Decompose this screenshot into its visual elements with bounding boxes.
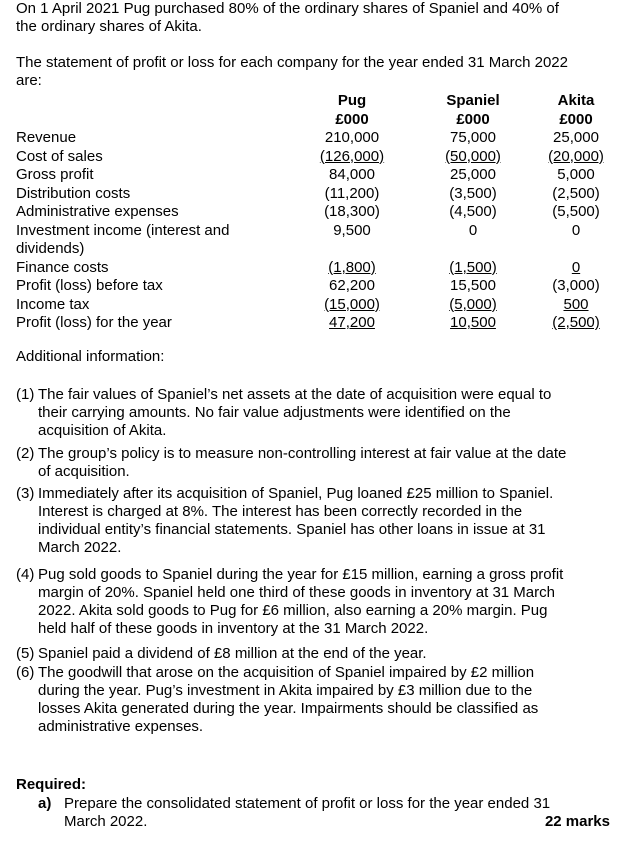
- row-label: Distribution costs: [16, 184, 131, 202]
- row-label: [16, 222, 256, 258]
- note-number: (1): [16, 386, 35, 403]
- cell-pug: (18,300): [324, 203, 380, 220]
- cell-pug: (1,800): [328, 258, 376, 276]
- note-line: administrative expenses.: [38, 718, 204, 735]
- column-unit-row: [16, 111, 616, 130]
- cell-spaniel: 10,500: [450, 314, 496, 331]
- note-line: of acquisition.: [38, 463, 130, 480]
- required-heading: Required:: [16, 776, 87, 793]
- cell-akita: (2,500): [552, 184, 600, 202]
- required-line-1: Prepare the consolidated statement of profit or loss for the year ended 31: [64, 795, 551, 812]
- row-investment-income: [16, 222, 616, 259]
- cell-spaniel: (5,000): [449, 295, 497, 313]
- note-1: [16, 386, 616, 440]
- row-label: Profit (loss) before tax: [16, 277, 163, 294]
- note-line: during the year. Pug’s investment in Akita impaired by £3 million due to the: [38, 682, 533, 699]
- note-line: Immediately after its acquisition of Spaniel, Pug loaned £25 million to Spaniel.: [38, 485, 554, 502]
- cell-akita: (2,500): [552, 314, 600, 331]
- note-line: The fair values of Spaniel’s net assets at the date of acquisition were equal to: [38, 386, 552, 403]
- cell-spaniel: 25,000: [450, 166, 496, 183]
- note-4: [16, 566, 616, 638]
- cell-spaniel: 75,000: [450, 129, 496, 146]
- cell-akita: 5,000: [557, 166, 595, 183]
- required-part-label: a): [38, 795, 52, 812]
- column-header-row: [16, 92, 616, 111]
- row-income-tax: [16, 296, 616, 315]
- cell-pug: 210,000: [324, 129, 380, 146]
- note-line: held half of these goods in inventory at the 31 March 2022.: [38, 620, 429, 637]
- note-line: The goodwill that arose on the acquisition of Spaniel impaired by £2 million: [38, 664, 535, 681]
- note-number: (5): [16, 645, 35, 662]
- row-profit-before-tax: [16, 277, 616, 296]
- column-spaniel-name: Spaniel: [446, 92, 500, 109]
- note-6: [16, 664, 616, 736]
- cell-akita: (5,500): [552, 203, 600, 220]
- required-line-2: March 2022.: [64, 813, 148, 830]
- cell-akita: (3,000): [552, 277, 600, 294]
- row-label-line-2: dividends): [16, 239, 85, 257]
- note-3: [16, 485, 616, 557]
- note-line: The group’s policy is to measure non-controlling interest at fair value at the date: [38, 445, 567, 462]
- note-line: losses Akita generated during the year. Impairments should be classified as: [38, 700, 539, 717]
- cell-akita: (20,000): [548, 147, 604, 165]
- cell-akita: 500: [563, 295, 589, 313]
- intro-line-1: On 1 April 2021 Pug purchased 80% of the ordinary shares of Spaniel and 40% of: [16, 0, 559, 17]
- column-spaniel-unit: £000: [456, 110, 490, 128]
- note-line: Pug sold goods to Spaniel during the year for £15 million, earning a gross profit: [38, 566, 564, 583]
- profit-or-loss-table: [16, 92, 616, 333]
- cell-spaniel: (1,500): [449, 258, 497, 276]
- row-distribution-costs: [16, 185, 616, 204]
- note-line: margin of 20%. Spaniel held one third of these goods in inventory at 31 March: [38, 584, 555, 601]
- cell-spaniel: (3,500): [449, 184, 497, 202]
- row-label: Gross profit: [16, 166, 94, 183]
- note-5: [16, 645, 616, 663]
- note-number: (3): [16, 485, 35, 502]
- statement-intro-line-1: The statement of profit or loss for each company for the year ended 31 March 2022: [16, 54, 568, 71]
- row-label: Cost of sales: [16, 147, 103, 165]
- row-label: Revenue: [16, 129, 77, 146]
- note-line: 2022. Akita sold goods to Pug for £6 million, also earning a 20% margin. Pug: [38, 602, 548, 619]
- intro-line-2: the ordinary shares of Akita.: [16, 18, 202, 35]
- cell-pug: 47,200: [329, 314, 375, 331]
- row-profit-for-year: [16, 314, 616, 333]
- cell-akita: 0: [571, 221, 581, 239]
- cell-spaniel: 15,500: [450, 277, 496, 294]
- note-line: their carrying amounts. No fair value adjustments were identified on the: [38, 404, 511, 421]
- cell-pug: (126,000): [319, 147, 385, 165]
- row-finance-costs: [16, 259, 616, 278]
- cell-pug: 62,200: [329, 277, 375, 294]
- row-label: Income tax: [16, 295, 90, 313]
- cell-pug: 84,000: [329, 166, 375, 183]
- cell-spaniel: (4,500): [449, 203, 497, 220]
- note-line: Spaniel paid a dividend of £8 million at the end of the year.: [38, 645, 427, 662]
- note-number: (4): [16, 566, 35, 583]
- statement-intro-line-2: are:: [16, 72, 42, 89]
- cell-akita: 25,000: [553, 129, 599, 146]
- additional-info-heading: Additional information:: [16, 348, 165, 365]
- row-administrative-expenses: [16, 203, 616, 222]
- note-number: (6): [16, 664, 35, 681]
- column-akita-name: Akita: [557, 92, 595, 109]
- note-line: Interest is charged at 8%. The interest has been correctly recorded in the: [38, 503, 523, 520]
- row-revenue: [16, 129, 616, 148]
- row-label: Finance costs: [16, 258, 109, 276]
- column-akita-unit: £000: [559, 110, 593, 128]
- column-pug-name: Pug: [337, 92, 367, 109]
- note-line: March 2022.: [38, 539, 122, 556]
- note-2: [16, 445, 616, 481]
- marks-label: 22 marks: [544, 813, 610, 830]
- cell-spaniel: (50,000): [445, 147, 501, 165]
- cell-pug: 9,500: [333, 221, 371, 239]
- note-line: individual entity’s financial statements. Spaniel has other loans in issue at 31: [38, 521, 546, 538]
- cell-spaniel: 0: [468, 221, 478, 239]
- note-number: (2): [16, 445, 35, 462]
- row-cost-of-sales: [16, 148, 616, 167]
- row-label: Administrative expenses: [16, 203, 179, 220]
- note-line: acquisition of Akita.: [38, 422, 167, 439]
- row-gross-profit: [16, 166, 616, 185]
- row-label-line-1: Investment income (interest and: [16, 221, 230, 239]
- column-pug-unit: £000: [335, 110, 369, 128]
- cell-akita: 0: [571, 258, 581, 276]
- cell-pug: (15,000): [324, 295, 380, 313]
- row-label: Profit (loss) for the year: [16, 314, 172, 331]
- cell-pug: (11,200): [324, 184, 380, 202]
